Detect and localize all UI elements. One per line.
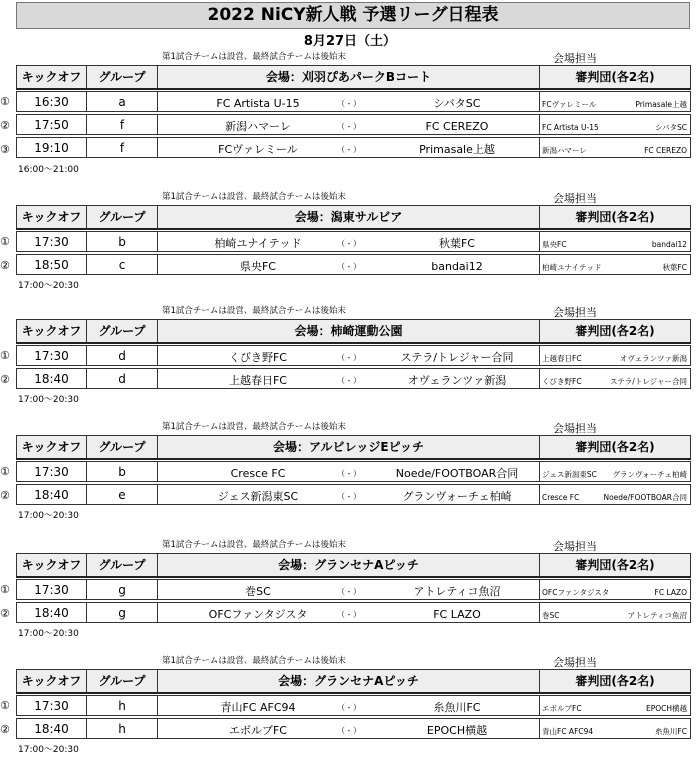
venue-section (0, 50, 700, 175)
schedule-table (16, 553, 691, 623)
group-label: c (87, 255, 158, 275)
referee-cell (540, 462, 691, 482)
score-placeholder: （ - ） (337, 726, 361, 735)
away-team: アトレティコ魚沼 (413, 585, 501, 598)
venue-section (0, 538, 700, 650)
home-team: 新潟ハマーレ (225, 120, 291, 133)
header-referee: 審判団(各2名) (540, 670, 691, 693)
home-team: FC Artista U-15 (216, 97, 300, 110)
away-team: bandai12 (431, 260, 483, 273)
home-team: 青山FC AFC94 (220, 701, 296, 714)
match-number: ② (0, 723, 10, 736)
match-cell (158, 255, 540, 275)
group-label: a (87, 92, 158, 112)
referee-team-2: 糸魚川FC (654, 727, 687, 736)
referee-team-2: 秋葉FC (662, 263, 687, 272)
setup-note: 第1試合チームは設営、最終試合チームは後始末 (162, 52, 346, 62)
referee-team-2: Primasale上越 (635, 100, 687, 109)
table-header-row (17, 554, 691, 577)
away-team: 糸魚川FC (433, 701, 481, 714)
match-number: ② (0, 607, 10, 620)
venue-section (0, 190, 700, 302)
table-header-row (17, 320, 691, 343)
home-team: 上越春日FC (228, 374, 287, 387)
match-cell (158, 696, 540, 716)
kickoff-time: 18:40 (17, 719, 87, 739)
referee-team-1: 県央FC (542, 240, 567, 249)
schedule-table (16, 65, 691, 158)
group-label: d (87, 369, 158, 389)
header-referee: 審判団(各2名) (540, 320, 691, 343)
away-team: Primasale上越 (419, 143, 495, 156)
referee-team-1: FCヴァレミール (542, 100, 597, 109)
header-kickoff: キックオフ (17, 320, 87, 343)
match-number: ① (0, 235, 10, 248)
header-kickoff: キックオフ (17, 554, 87, 577)
home-team: 柏崎ユナイテッド (214, 237, 302, 250)
match-number: ① (0, 349, 10, 362)
match-cell (158, 138, 540, 158)
referee-cell (540, 485, 691, 505)
venue-section (0, 654, 700, 764)
venue-duty-label: 会場担当 (553, 422, 597, 435)
group-label: g (87, 603, 158, 623)
group-label: b (87, 462, 158, 482)
match-cell (158, 719, 540, 739)
referee-team-2: FC LAZO (654, 588, 687, 597)
header-group: グループ (87, 554, 158, 577)
away-team: ステラ/トレジャー合同 (400, 351, 514, 364)
match-row (17, 485, 691, 505)
referee-team-2: FC CEREZO (644, 146, 687, 155)
venue-hours: 17:00～20:30 (18, 281, 79, 291)
schedule-table (16, 319, 691, 389)
score-placeholder: （ - ） (337, 239, 361, 248)
venue-duty-label: 会場担当 (553, 192, 597, 205)
schedule-table (16, 205, 691, 275)
referee-team-2: アトレティコ魚沼 (627, 611, 687, 620)
away-team: EPOCH横越 (426, 724, 488, 737)
referee-team-1: 上越春日FC (542, 354, 582, 363)
header-kickoff: キックオフ (17, 670, 87, 693)
header-group: グループ (87, 320, 158, 343)
setup-note: 第1試合チームは設営、最終試合チームは後始末 (162, 192, 346, 202)
setup-note: 第1試合チームは設営、最終試合チームは後始末 (162, 656, 346, 666)
kickoff-time: 18:50 (17, 255, 87, 275)
score-placeholder: （ - ） (337, 353, 361, 362)
referee-cell (540, 719, 691, 739)
referee-cell (540, 232, 691, 252)
venue-hours: 17:00～20:30 (18, 511, 79, 521)
header-referee: 審判団(各2名) (540, 436, 691, 459)
venue-duty-label: 会場担当 (553, 52, 597, 65)
referee-team-1: 新潟ハマーレ (542, 146, 587, 155)
score-placeholder: （ - ） (337, 99, 361, 108)
table-header-row (17, 66, 691, 89)
page-title: 2022 NiCY新人戦 予選リーグ日程表 (16, 2, 690, 29)
setup-note: 第1試合チームは設営、最終試合チームは後始末 (162, 422, 346, 432)
header-group: グループ (87, 670, 158, 693)
match-number: ② (0, 119, 10, 132)
header-venue: 会場：柿崎運動公園 (158, 320, 540, 343)
group-label: b (87, 232, 158, 252)
match-number: ① (0, 465, 10, 478)
away-team: FC LAZO (433, 608, 481, 621)
schedule-date: 8月27日（土） (303, 34, 397, 49)
match-row (17, 138, 691, 158)
referee-team-1: FC Artista U-15 (542, 123, 599, 132)
match-row (17, 580, 691, 600)
group-label: f (87, 115, 158, 135)
venue-section (0, 420, 700, 532)
match-row (17, 369, 691, 389)
header-group: グループ (87, 66, 158, 89)
match-row (17, 603, 691, 623)
match-cell (158, 369, 540, 389)
score-placeholder: （ - ） (337, 610, 361, 619)
match-cell (158, 232, 540, 252)
match-number: ① (0, 699, 10, 712)
match-cell (158, 346, 540, 366)
referee-cell (540, 346, 691, 366)
match-number: ② (0, 373, 10, 386)
match-cell (158, 485, 540, 505)
referee-cell (540, 369, 691, 389)
group-label: e (87, 485, 158, 505)
referee-team-2: オヴェランツァ新潟 (619, 354, 687, 363)
match-row (17, 255, 691, 275)
table-header-row (17, 436, 691, 459)
match-cell (158, 580, 540, 600)
referee-team-2: グランヴォーチェ柏崎 (612, 470, 687, 479)
kickoff-time: 18:40 (17, 485, 87, 505)
referee-cell (540, 92, 691, 112)
kickoff-time: 16:30 (17, 92, 87, 112)
match-cell (158, 462, 540, 482)
referee-team-1: Cresce FC (542, 493, 580, 502)
setup-note: 第1試合チームは設営、最終試合チームは後始末 (162, 306, 346, 316)
referee-team-2: EPOCH横越 (645, 704, 687, 713)
away-team: FC CEREZO (425, 120, 489, 133)
away-team: グランヴォーチェ柏崎 (402, 490, 512, 503)
kickoff-time: 17:30 (17, 232, 87, 252)
home-team: ジェス新潟東SC (217, 490, 299, 503)
referee-cell (540, 255, 691, 275)
match-cell (158, 115, 540, 135)
setup-note: 第1試合チームは設営、最終試合チームは後始末 (162, 540, 346, 550)
venue-hours: 17:00～20:30 (18, 629, 79, 639)
match-row (17, 232, 691, 252)
group-label: f (87, 138, 158, 158)
home-team: FCヴァレミール (218, 143, 298, 156)
referee-cell (540, 696, 691, 716)
referee-team-1: OFCファンタジスタ (542, 588, 610, 597)
referee-team-2: シバタSC (655, 123, 687, 132)
referee-cell (540, 580, 691, 600)
home-team: 巻SC (245, 585, 271, 598)
away-team: オヴェランツァ新潟 (407, 374, 507, 387)
kickoff-time: 17:30 (17, 346, 87, 366)
score-placeholder: （ - ） (337, 145, 361, 154)
referee-cell (540, 603, 691, 623)
group-label: d (87, 346, 158, 366)
kickoff-time: 17:30 (17, 580, 87, 600)
home-team: エボルブFC (228, 724, 287, 737)
kickoff-time: 19:10 (17, 138, 87, 158)
away-team: シバタSC (433, 97, 481, 110)
kickoff-time: 17:30 (17, 462, 87, 482)
referee-cell (540, 115, 691, 135)
kickoff-time: 17:30 (17, 696, 87, 716)
referee-team-2: Noede/FOOTBOAR合同 (603, 493, 687, 502)
score-placeholder: （ - ） (337, 703, 361, 712)
referee-team-2: ステラ/トレジャー合同 (609, 377, 687, 386)
score-placeholder: （ - ） (337, 262, 361, 271)
group-label: h (87, 696, 158, 716)
match-row (17, 719, 691, 739)
referee-team-1: ジェス新潟東SC (542, 470, 597, 479)
score-placeholder: （ - ） (337, 469, 361, 478)
header-referee: 審判団(各2名) (540, 66, 691, 89)
home-team: Cresce FC (230, 467, 286, 480)
match-cell (158, 92, 540, 112)
home-team: OFCファンタジスタ (208, 608, 308, 621)
referee-cell (540, 138, 691, 158)
header-venue: 会場：潟東サルビア (158, 206, 540, 229)
referee-team-1: 巻SC (542, 611, 560, 620)
group-label: h (87, 719, 158, 739)
score-placeholder: （ - ） (337, 376, 361, 385)
score-placeholder: （ - ） (337, 122, 361, 131)
match-row (17, 346, 691, 366)
header-venue: 会場：刈羽ぴあパークBコート (158, 66, 540, 89)
group-label: g (87, 580, 158, 600)
score-placeholder: （ - ） (337, 492, 361, 501)
match-row (17, 115, 691, 135)
venue-duty-label: 会場担当 (553, 540, 597, 553)
match-number: ③ (0, 143, 10, 156)
home-team: くびき野FC (228, 351, 287, 364)
header-kickoff: キックオフ (17, 66, 87, 89)
match-number: ① (0, 583, 10, 596)
venue-hours: 17:00～20:30 (18, 395, 79, 405)
header-venue: 会場：グランセナAピッチ (158, 554, 540, 577)
referee-team-1: エボルブFC (542, 704, 582, 713)
kickoff-time: 18:40 (17, 603, 87, 623)
venue-section (0, 304, 700, 416)
kickoff-time: 18:40 (17, 369, 87, 389)
header-referee: 審判団(各2名) (540, 554, 691, 577)
referee-team-1: 柏崎ユナイテッド (542, 263, 602, 272)
header-group: グループ (87, 436, 158, 459)
header-referee: 審判団(各2名) (540, 206, 691, 229)
referee-team-2: bandai12 (651, 240, 687, 249)
score-placeholder: （ - ） (337, 587, 361, 596)
schedule-table (16, 669, 691, 739)
away-team: Noede/FOOTBOAR合同 (395, 467, 519, 480)
referee-team-1: 青山FC AFC94 (542, 727, 594, 736)
header-venue: 会場：グランセナAピッチ (158, 670, 540, 693)
header-group: グループ (87, 206, 158, 229)
match-number: ① (0, 95, 10, 108)
match-row (17, 462, 691, 482)
venue-duty-label: 会場担当 (553, 656, 597, 669)
match-row (17, 92, 691, 112)
match-number: ② (0, 259, 10, 272)
kickoff-time: 17:50 (17, 115, 87, 135)
referee-team-1: くびき野FC (542, 377, 582, 386)
venue-hours: 16:00～21:00 (18, 165, 79, 175)
schedule-table (16, 435, 691, 505)
match-number: ② (0, 489, 10, 502)
header-venue: 会場：アルビレッジEピッチ (158, 436, 540, 459)
header-kickoff: キックオフ (17, 436, 87, 459)
table-header-row (17, 206, 691, 229)
table-header-row (17, 670, 691, 693)
home-team: 県央FC (239, 260, 276, 273)
away-team: 秋葉FC (438, 237, 475, 250)
venue-duty-label: 会場担当 (553, 306, 597, 319)
header-kickoff: キックオフ (17, 206, 87, 229)
match-cell (158, 603, 540, 623)
match-row (17, 696, 691, 716)
venue-hours: 17:00～20:30 (18, 745, 79, 755)
